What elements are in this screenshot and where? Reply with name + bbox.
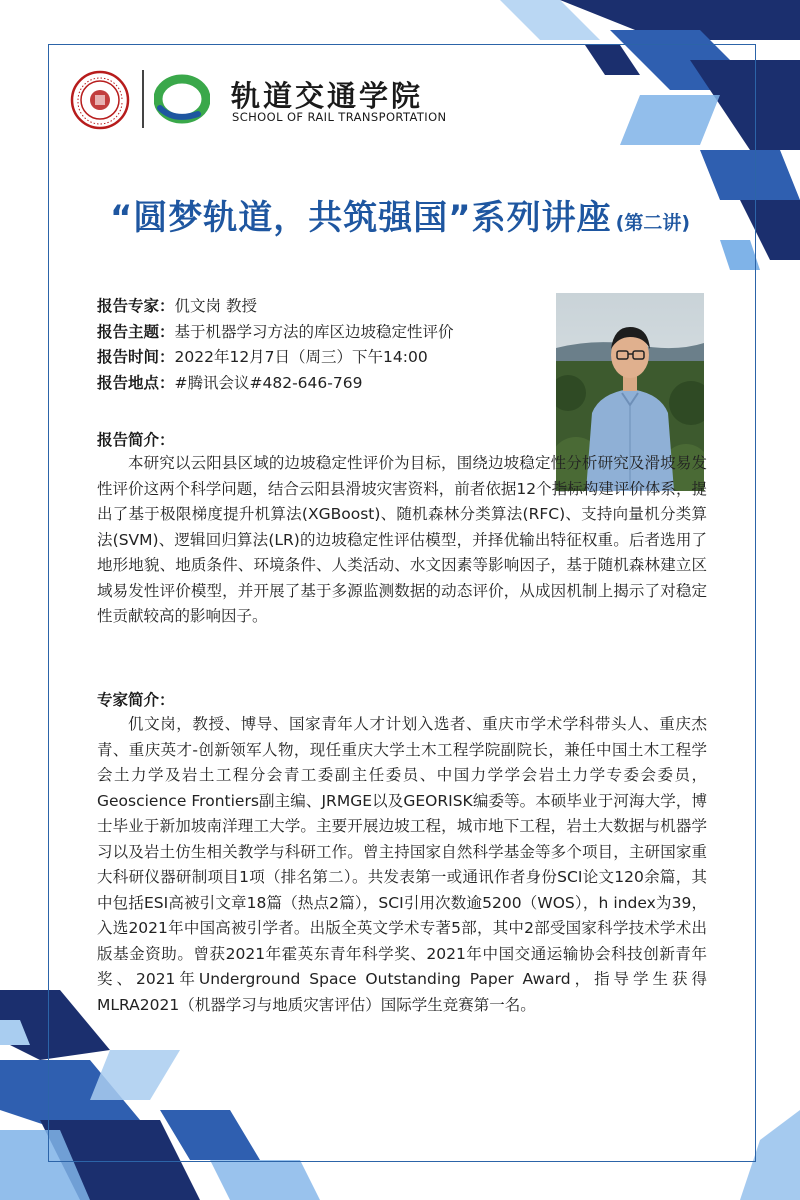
info-row-speaker [97,294,537,320]
info-label: 报告时间： [97,348,175,366]
info-value: 2022年12月7日（周三）下午14:00 [174,348,428,366]
info-label: 报告主题： [97,322,175,341]
report-intro-body: 本研究以云阳县区域的边坡稳定性评价为目标，围绕边坡稳定性分析研究及滑坡易发性评价这两个科学问题，结合云阳县滑坡灾害资料，前者依据12个指标构建评价体系，提出了基于极限梯度提升机算法(XGBoost)、随机森林分类算法(RFC)、支持向量机分类算法(SVM)、逻辑回归算法(LR)的边坡稳定性评估模型，并择优输出特征权重。后者选用了地形地貌、地质条件、环境条件、人类活动、水文因素等影响因子，基于随机森林建立区域易发性评价模型，并开展了基于多源监测数据的动态评价，从成因机制上揭示了对稳定性贡献较高的影响因子。 [97,454,707,625]
info-value: 基于机器学习方法的库区边坡稳定性评价 [174,322,454,341]
title-sub: (第二讲) [615,212,691,234]
info-value: 仉文岗 教授 [174,297,257,315]
university-logo [70,70,130,130]
school-logo-icon [154,74,210,124]
info-value: #腾讯会议#482-646-769 [174,373,363,392]
expert-intro-body: 仉文岗，教授、博导、国家青年人才计划入选者、重庆市学术学科带头人、重庆杰青、重庆英才-创新领军人物，现任重庆大学土木工程学院副院长，兼任中国土木工程学会土力学及岩土工程分会青工委副主任委员、中国力学学会岩土力学专委会委员，Geoscience Frontiers副主编、JRMGE以及GEORISK编委等。本硕毕业于河海大学，博士毕业于新加坡南洋理工大学。主要开展边坡工程，城市地下工程，岩土大数据与机器学习以及岩土仿生相关教学与科研工作。曾主持国家自然科学基金等多个项目，主研国家重大科研仪器研制项目1项（排名第二）。共发表第一或通讯作者身份SCI论文120余篇，其中包括ESI高被引文章18篇（热点2篇），SCI引用次数逾5200（WOS），h index为39，入选2021年中国高被引学者。出版全英文学术专著5部，其中2部受国家科学技术学术出版基金资助。曾获2021年霍英东青年科学奖、2021年中国交通运输协会科技创新青年奖、2021年Underground Space Outstanding Paper Award，指导学生获得MLRA2021（机器学习与地质灾害评估）国际学生竞赛第一名。 [97,715,707,1014]
logo-divider [142,70,144,128]
expert-intro-heading: 专家简介： [97,691,175,709]
lecture-info [97,294,537,396]
info-row-location [97,371,537,397]
school-name-en: SCHOOL OF RAIL TRANSPORTATION [232,110,447,124]
school-name-cn: 轨道交通学院 [231,79,424,113]
info-label: 报告专家： [97,297,175,315]
info-row-time [97,345,537,371]
title-main: “圆梦轨道，共筑强国”系列讲座 [109,198,612,238]
info-row-topic [97,320,537,346]
report-intro-heading: 报告简介： [97,431,175,449]
lecture-title [0,190,800,239]
info-label: 报告地点： [97,373,175,392]
